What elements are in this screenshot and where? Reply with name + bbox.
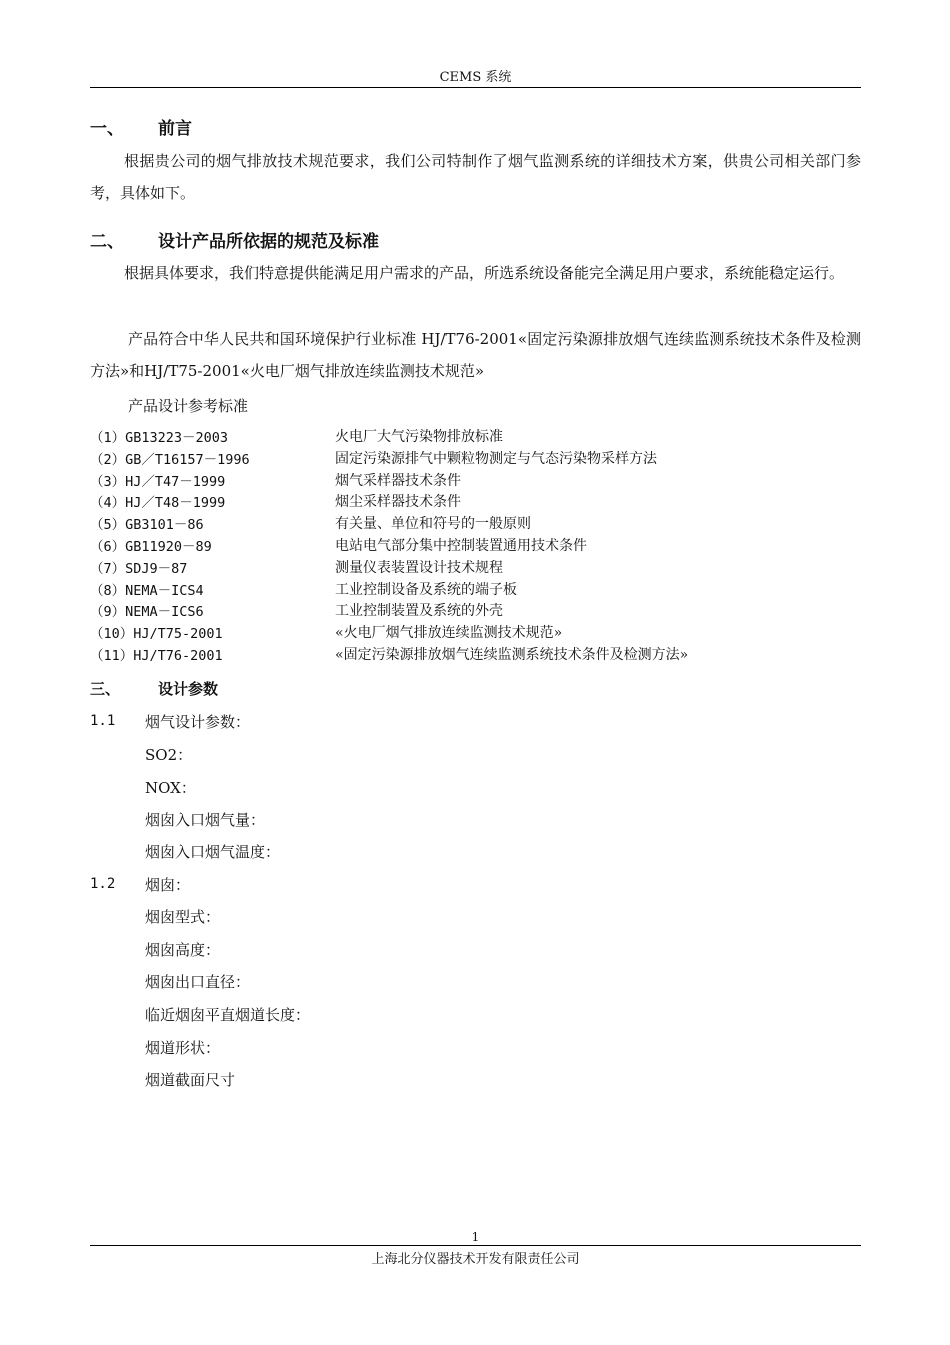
param-chimney-type: 烟囱型式： [145,908,221,926]
standard-code: （2）GB／T16157－1996 [90,451,250,468]
standard-code: （6）GB11920－89 [90,538,212,555]
standards-intro: 产品设计参考标准 [128,397,249,415]
standard-name: «火电厂烟气排放连续监测技术规范» [335,625,563,642]
footer-rule [90,1245,861,1246]
param-chimney-height: 烟囱高度： [145,941,221,959]
param-flue-shape: 烟道形状： [145,1039,221,1057]
section1-title: 前言 [158,119,192,139]
standard-code: （7）SDJ9－87 [90,560,188,577]
standard-name: 固定污染源排气中颗粒物测定与气态污染物采样方法 [335,450,657,467]
standard-name: 有关量、单位和符号的一般原则 [335,516,531,533]
header-rule [90,87,861,88]
section2-number: 二、 [90,232,124,252]
section2-paragraph2: 产品符合中华人民共和国环境保护行业标准 HJ/T76-2001«固定污染源排放烟气连续监测系统技术条件及检测方法»和HJ/T75-2001«火电厂烟气排放连续监测技术规范» [90,330,861,380]
param-so2: SO2： [145,746,193,764]
standard-name: 烟尘采样器技术条件 [335,494,461,511]
subsection-1-2-title: 烟囱： [145,876,191,894]
subsection-1-2-number: 1.2 [90,876,116,892]
param-flue-section-size: 烟道截面尺寸 [145,1071,236,1089]
footer-company: 上海北分仪器技术开发有限责任公司 [371,1252,580,1267]
section3-heading [90,678,218,699]
standard-name: 电站电气部分集中控制装置通用技术条件 [335,537,587,554]
param-outlet-diameter: 烟囱出口直径： [145,973,251,991]
param-straight-flue-length: 临近烟囱平直烟道长度： [145,1006,311,1024]
section1-paragraph: 根据贵公司的烟气排放技术规范要求，我们公司特制作了烟气监测系统的详细技术方案，供贵公司相关部门参考，具体如下。 [90,152,861,202]
standard-code: （9）NEMA－ICS6 [90,604,204,621]
standard-code: （4）HJ／T48－1999 [90,495,226,512]
param-inlet-gas-temperature: 烟囱入口烟气温度： [145,843,281,861]
param-nox: NOX： [145,779,196,797]
section3-title: 设计参数 [158,680,219,698]
section2-paragraph1: 根据具体要求，我们特意提供能满足用户需求的产品，所选系统设备能完全满足用户要求，系统能稳定运行。 [124,264,845,282]
standard-name: «固定污染源排放烟气连续监测系统技术条件及检测方法» [335,646,689,663]
param-inlet-gas-volume: 烟囱入口烟气量： [145,811,266,829]
standard-code: （8）NEMA－ICS4 [90,582,204,599]
standard-name: 火电厂大气污染物排放标准 [335,429,503,445]
section2-heading [90,227,379,252]
subsection-1-1-title: 烟气设计参数： [145,713,251,731]
standard-code: （5）GB3101－86 [90,517,204,534]
standard-name: 工业控制设备及系统的端子板 [335,581,517,598]
section1-number: 一、 [90,119,124,139]
page-header-title: CEMS 系统 [439,70,512,85]
page-number: 1 [471,1230,480,1244]
standard-code: （11）HJ/T76-2001 [90,647,223,664]
subsection-1-1-number: 1.1 [90,713,116,729]
standard-code: （10）HJ/T75-2001 [90,626,223,643]
standard-name: 烟气采样器技术条件 [335,472,461,489]
standard-name: 工业控制装置及系统的外壳 [335,603,503,620]
section2-title: 设计产品所依据的规范及标准 [158,232,379,252]
section3-number: 三、 [90,680,121,698]
section1-heading [90,114,192,139]
standard-code: （1）GB13223－2003 [90,430,229,446]
standard-name: 测量仪表装置设计技术规程 [335,559,503,576]
standard-code: （3）HJ／T47－1999 [90,473,226,490]
